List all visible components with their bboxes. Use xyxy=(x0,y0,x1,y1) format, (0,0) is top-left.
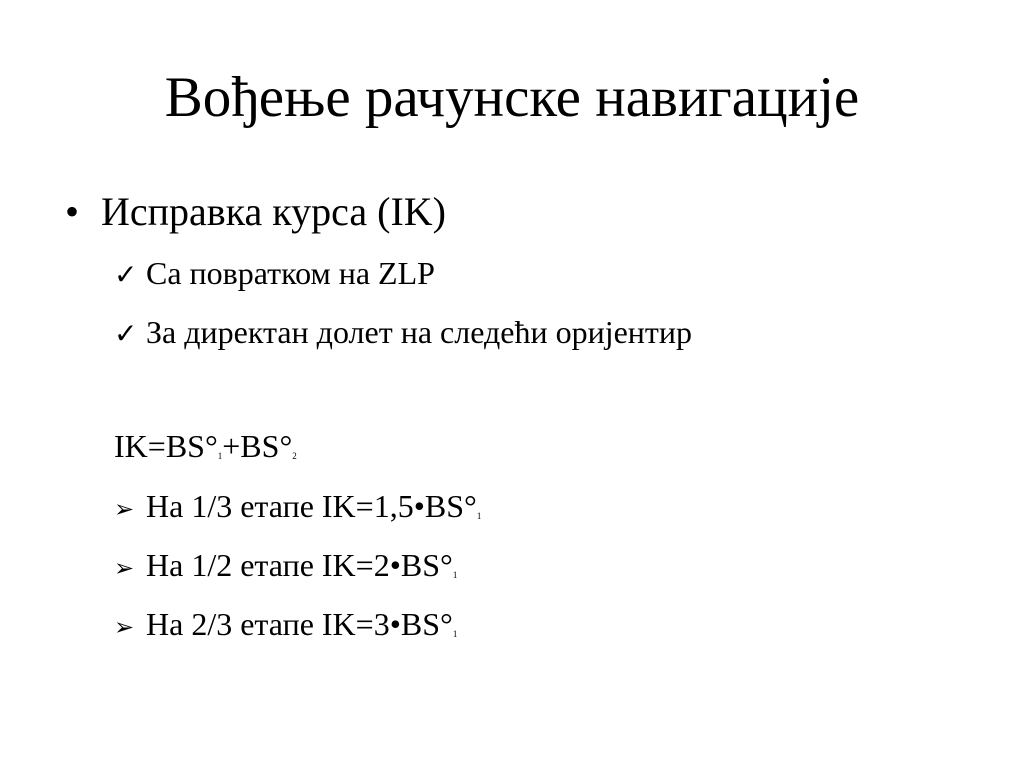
main-bullet-item xyxy=(65,186,446,238)
check-item-text: Са повратком на ZLP xyxy=(146,255,435,291)
slide-title: Вођење рачунске навигације xyxy=(164,66,860,129)
stage-item xyxy=(114,544,457,596)
formula-line xyxy=(114,425,297,477)
checkmark-icon: ✓ xyxy=(114,317,138,350)
arrow-bullet-icon: ➢ xyxy=(114,495,135,523)
stage-item-text: На 1/2 етапе IK=2•BS° xyxy=(146,547,453,583)
formula-part: +BS° xyxy=(222,428,293,464)
stage-item-subscript: 1 xyxy=(452,629,458,639)
formula-part: IK=BS° xyxy=(114,428,218,464)
stage-item-text: На 2/3 етапе IK=3•BS° xyxy=(146,606,453,642)
stage-item-text: На 1/3 етапе IK=1,5•BS° xyxy=(146,488,477,524)
check-item-return xyxy=(114,252,435,296)
stage-item xyxy=(114,603,457,655)
stage-item-subscript: 1 xyxy=(452,570,458,580)
check-item-text: За директан долет на следећи оријентир xyxy=(146,314,693,350)
check-item-direct xyxy=(114,311,692,355)
arrow-bullet-icon: ➢ xyxy=(114,613,135,641)
formula-subscript: 1 xyxy=(217,451,223,461)
formula-subscript: 2 xyxy=(292,451,297,461)
arrow-bullet-icon: ➢ xyxy=(114,554,135,582)
stage-item-subscript: 1 xyxy=(476,511,482,521)
checkmark-icon: ✓ xyxy=(114,258,138,291)
main-bullet-text: Исправка курса (IK) xyxy=(101,189,446,234)
stage-item xyxy=(114,485,481,537)
bullet-icon: • xyxy=(65,189,80,234)
